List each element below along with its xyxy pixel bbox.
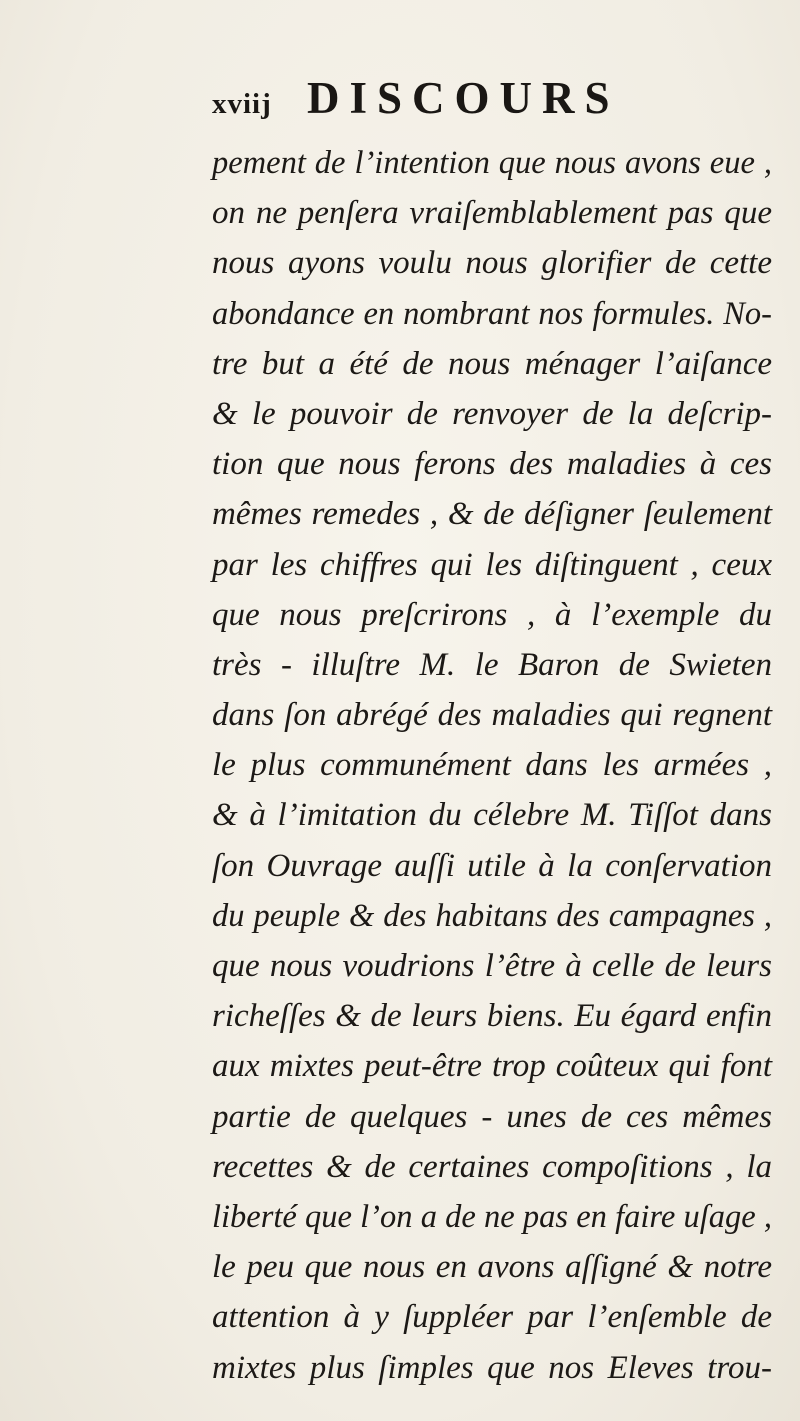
text-line: que nous voudrions l’être à celle de leurs <box>212 948 772 984</box>
text-line: pement de l’intention que nous avons eue , <box>212 145 772 181</box>
text-line: mixtes plus ſimples que nos Eleves trou- <box>212 1349 772 1386</box>
text-line: & le pouvoir de renvoyer de la deſcrip- <box>212 395 772 432</box>
page-number: xviij <box>212 88 272 120</box>
text-line: tion que nous ferons des maladies à ces <box>212 446 772 483</box>
text-line: dans ſon abrégé des maladies qui regnent <box>212 697 772 734</box>
text-line: aux mixtes peut-être trop coûteux qui font <box>212 1048 772 1085</box>
text-line: nous ayons voulu nous glorifier de cette <box>212 245 772 282</box>
text-line: que nous preſcrirons , à l’exemple du <box>212 596 772 633</box>
text-line: partie de quelques - unes de ces mêmes <box>212 1098 772 1135</box>
body-text <box>212 138 772 1393</box>
text-line: liberté que l’on a de ne pas en faire uſage , <box>212 1198 772 1235</box>
text-line: du peuple & des habitans des campagnes , <box>212 897 772 934</box>
text-line: on ne penſera vraiſemblablement pas que <box>212 195 772 232</box>
text-line: abondance en nombrant nos formules. No- <box>212 295 772 332</box>
text-line: tre but a été de nous ménager l’aiſance <box>212 345 772 382</box>
text-line: par les chiffres qui les diſtinguent , ceux <box>212 546 772 583</box>
text-line: très - illuſtre M. le Baron de Swieten <box>212 646 772 683</box>
text-line: ſon Ouvrage auſſi utile à la conſervation <box>212 847 772 884</box>
text-line: recettes & de certaines compoſitions , la <box>212 1148 772 1185</box>
text-line: mêmes remedes , & de déſigner ſeulement <box>212 496 772 533</box>
running-head: DISCOURS <box>307 73 620 123</box>
text-line: le plus communément dans les armées , <box>212 747 772 784</box>
page-header <box>212 72 712 132</box>
text-line: attention à y ſuppléer par l’enſemble de <box>212 1299 772 1336</box>
text-line: le peu que nous en avons aſſigné & notre <box>212 1249 772 1286</box>
text-line: & à l’imitation du célebre M. Tiſſot dans <box>212 797 772 834</box>
text-line: richeſſes & de leurs biens. Eu égard enfin <box>212 998 772 1035</box>
